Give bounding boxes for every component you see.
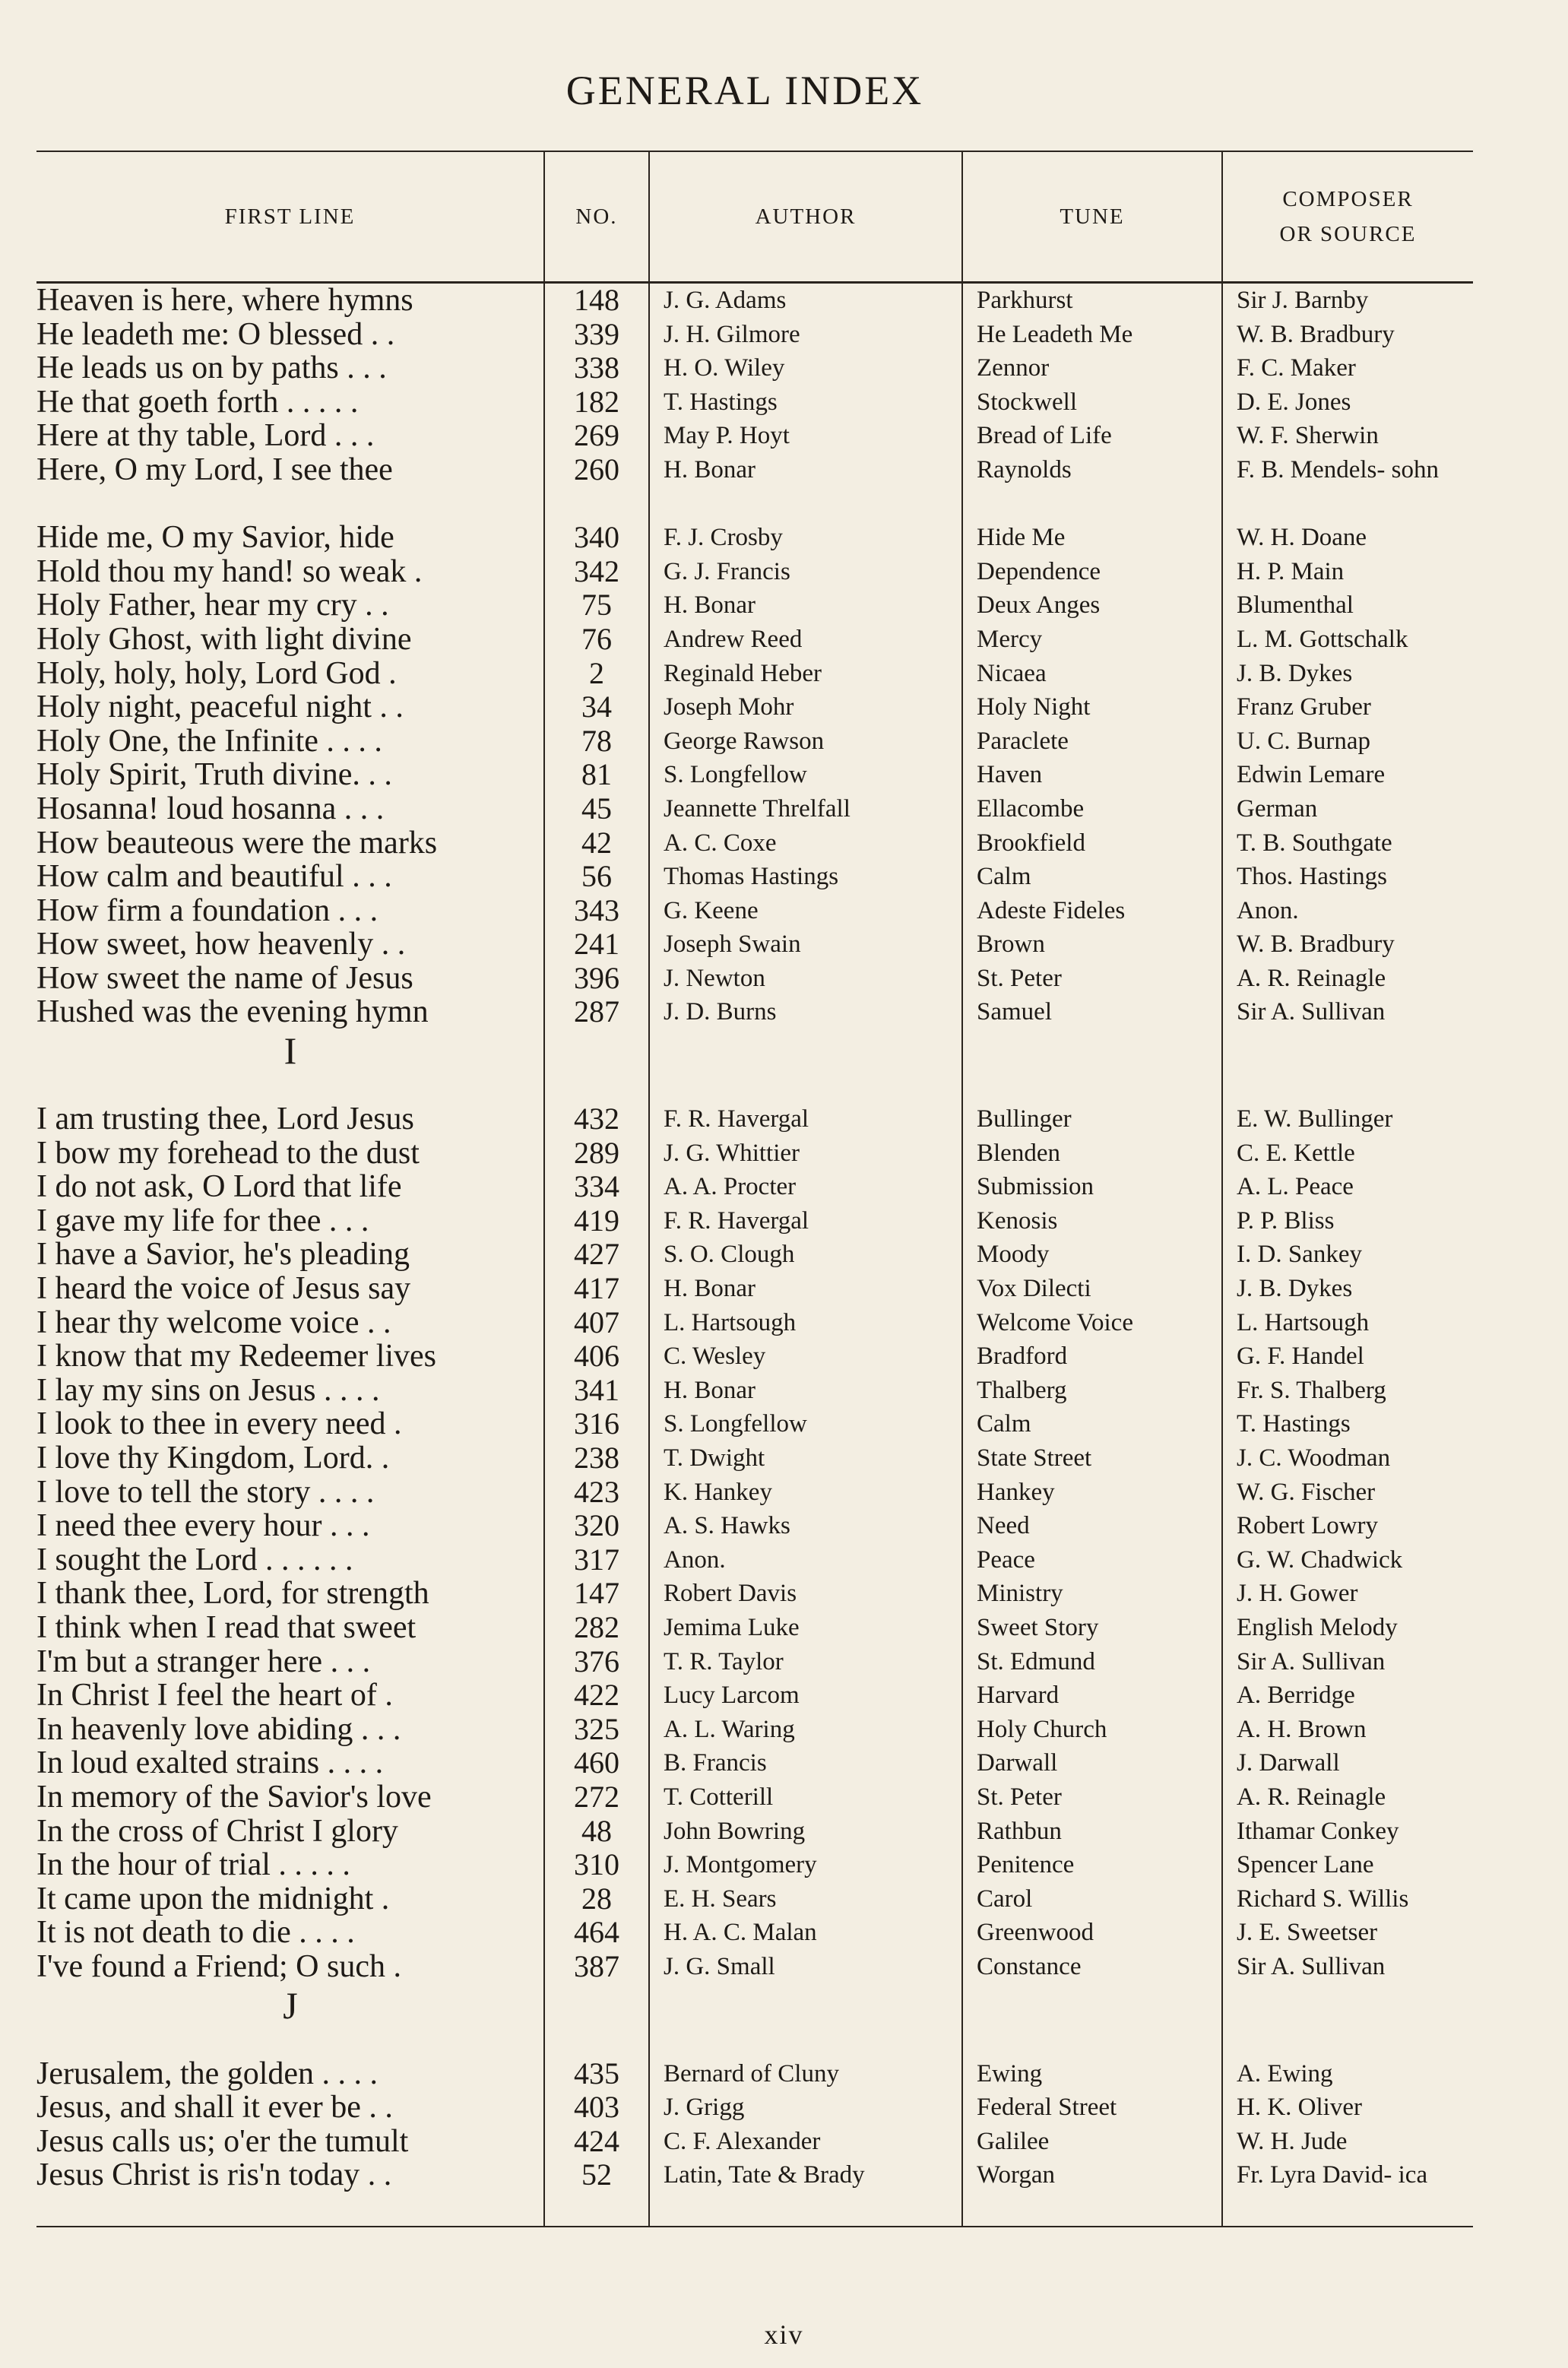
first-line: Holy Ghost, with light divine xyxy=(36,622,412,657)
composer-name: I. D. Sankey xyxy=(1237,1241,1362,1269)
author-name: J. G. Small xyxy=(664,1952,775,1980)
composer-name: Robert Lowry xyxy=(1237,1512,1379,1540)
header-author: AUTHOR xyxy=(649,151,962,283)
author-name: C. F. Alexander xyxy=(664,2127,821,2155)
hymn-number: 376 xyxy=(574,1644,619,1679)
tune-name: Welcome Voice xyxy=(977,1308,1133,1336)
hymn-number: 407 xyxy=(574,1305,619,1339)
hymn-number: 310 xyxy=(574,1848,619,1882)
tune-column xyxy=(962,2057,1222,2227)
first-line: It came upon the midnight . xyxy=(36,1881,390,1916)
author-name: B. Francis xyxy=(664,1749,767,1777)
first-line: I heard the voice of Jesus say xyxy=(36,1272,411,1306)
author-name: T. Dwight xyxy=(664,1444,765,1472)
hymn-number: 343 xyxy=(574,893,619,927)
tune-name: St. Peter xyxy=(977,1783,1062,1811)
composer-name: English Melody xyxy=(1237,1613,1398,1641)
first-line: In heavenly love abiding . . . xyxy=(36,1712,401,1747)
author-name: L. Hartsough xyxy=(664,1308,797,1336)
tune-name: Federal Street xyxy=(977,2094,1117,2122)
author-name: E. H. Sears xyxy=(664,1885,777,1913)
author-name: F. R. Havergal xyxy=(664,1206,809,1235)
first-line: Jesus calls us; o'er the tumult xyxy=(36,2124,409,2159)
author-name: F. J. Crosby xyxy=(664,524,783,552)
author-name: J. H. Gilmore xyxy=(664,320,800,348)
first-line: In loud exalted strains . . . . xyxy=(36,1746,384,1780)
first-line-column xyxy=(36,1102,544,1983)
section-letter-cell xyxy=(36,1029,544,1102)
author-name: T. Cotterill xyxy=(664,1783,774,1811)
tune-name: Samuel xyxy=(977,998,1052,1026)
hymn-number: 341 xyxy=(574,1373,619,1407)
tune-name: Calm xyxy=(977,863,1031,891)
tune-name: Raynolds xyxy=(977,455,1072,483)
author-name: George Rawson xyxy=(664,727,825,755)
hymn-number: 432 xyxy=(574,1102,619,1136)
first-line: Holy, holy, holy, Lord God . xyxy=(36,656,397,691)
first-line: In Christ I feel the heart of . xyxy=(36,1679,393,1713)
author-name: F. R. Havergal xyxy=(664,1105,809,1133)
tune-name: Zennor xyxy=(977,354,1050,382)
composer-name: Blumenthal xyxy=(1237,591,1354,620)
first-line: I love thy Kingdom, Lord. . xyxy=(36,1441,390,1476)
composer-name: C. E. Kettle xyxy=(1237,1139,1355,1167)
composer-name: J. E. Sweetser xyxy=(1237,1919,1378,1947)
composer-name: D. E. Jones xyxy=(1237,388,1351,416)
author-name: May P. Hoyt xyxy=(664,422,790,450)
composer-name: A. H. Brown xyxy=(1237,1715,1367,1743)
hymn-number: 339 xyxy=(574,317,619,351)
first-line: I bow my forehead to the dust xyxy=(36,1136,420,1171)
hymn-number: 182 xyxy=(574,385,619,419)
page-number: xiv xyxy=(764,2319,804,2350)
hymn-number: 289 xyxy=(574,1136,619,1170)
hymn-number: 338 xyxy=(574,351,619,385)
first-line: How sweet, how heavenly . . xyxy=(36,927,406,962)
tune-name: Hankey xyxy=(977,1478,1055,1506)
composer-name: Edwin Lemare xyxy=(1237,761,1386,789)
first-line: I need thee every hour . . . xyxy=(36,1509,370,1543)
hymn-number: 320 xyxy=(574,1509,619,1543)
first-line: Jesus, and shall it ever be . . xyxy=(36,2091,393,2125)
header-first-line: FIRST LINE xyxy=(36,151,544,283)
composer-name: Sir J. Barnby xyxy=(1237,287,1369,314)
composer-name: Spencer Lane xyxy=(1237,1851,1374,1879)
composer-name: J. Darwall xyxy=(1237,1749,1340,1777)
tune-name: Nicaea xyxy=(977,659,1047,687)
first-line: Hushed was the evening hymn xyxy=(36,995,429,1030)
tune-name: Submission xyxy=(977,1173,1094,1201)
first-line: I'm but a stranger here . . . xyxy=(36,1644,371,1679)
tune-name: Calm xyxy=(977,1410,1031,1438)
first-line: In memory of the Savior's love xyxy=(36,1780,432,1815)
first-line: Holy night, peaceful night . . xyxy=(36,690,404,724)
hymn-number: 424 xyxy=(574,2124,619,2158)
tune-name: Ewing xyxy=(977,2059,1043,2087)
composer-name: J. H. Gower xyxy=(1237,1580,1358,1608)
composer-name: H. K. Oliver xyxy=(1237,2094,1362,2122)
author-name: Reginald Heber xyxy=(664,659,822,687)
header-composer-line1: COMPOSER xyxy=(1282,187,1414,211)
hymn-number: 282 xyxy=(574,1610,619,1644)
tune-name: St. Edmund xyxy=(977,1647,1095,1675)
author-name: H. O. Wiley xyxy=(664,354,785,382)
number-column xyxy=(544,1102,649,1983)
composer-name: German xyxy=(1237,794,1318,823)
tune-name: Brookfield xyxy=(977,829,1085,857)
tune-name: Rathbun xyxy=(977,1817,1062,1845)
tune-column xyxy=(962,1102,1222,1983)
composer-name: Thos. Hastings xyxy=(1237,863,1387,891)
page-title: GENERAL INDEX xyxy=(565,68,924,113)
tune-name: Stockwell xyxy=(977,388,1077,416)
tune-name: Blenden xyxy=(977,1139,1060,1167)
author-name: J. G. Adams xyxy=(664,287,787,314)
author-name: H. A. C. Malan xyxy=(664,1919,817,1947)
hymn-number: 419 xyxy=(574,1203,619,1238)
tune-name: Deux Anges xyxy=(977,591,1101,620)
author-name: T. Hastings xyxy=(664,388,778,416)
first-line: Heaven is here, where hymns xyxy=(36,284,413,318)
first-line: Here, O my Lord, I see thee xyxy=(36,452,393,487)
first-line: I know that my Redeemer lives xyxy=(36,1339,437,1374)
tune-name: Peace xyxy=(977,1545,1035,1574)
tune-name: Parkhurst xyxy=(977,287,1073,314)
hymn-number: 396 xyxy=(574,961,619,995)
tune-name: Carol xyxy=(977,1885,1033,1913)
composer-name: L. Hartsough xyxy=(1237,1308,1370,1336)
number-column xyxy=(544,283,649,1030)
tune-name: Bread of Life xyxy=(977,422,1112,450)
first-line: Holy One, the Infinite . . . . xyxy=(36,724,382,759)
tune-name: Galilee xyxy=(977,2127,1050,2155)
tune-name: Holy Night xyxy=(977,693,1091,721)
section-spacer-cell xyxy=(962,1984,1222,2057)
header-number: NO. xyxy=(544,151,649,283)
composer-name: W. F. Sherwin xyxy=(1237,422,1379,450)
tune-name: Adeste Fideles xyxy=(977,896,1126,924)
hymn-number: 147 xyxy=(574,1577,619,1611)
first-line: Holy Father, hear my cry . . xyxy=(36,588,389,623)
tune-name: Paraclete xyxy=(977,727,1069,755)
author-name: C. Wesley xyxy=(664,1343,766,1371)
composer-name: W. H. Jude xyxy=(1237,2127,1348,2155)
first-line: How sweet the name of Jesus xyxy=(36,961,413,996)
author-name: H. Bonar xyxy=(664,1376,755,1404)
number-column xyxy=(544,2057,649,2227)
tune-name: Kenosis xyxy=(977,1206,1058,1235)
section-spacer-cell xyxy=(544,1029,649,1102)
author-name: S. Longfellow xyxy=(664,1410,807,1438)
author-name: G. Keene xyxy=(664,896,759,924)
first-line: I love to tell the story . . . . xyxy=(36,1475,375,1510)
hymn-number: 45 xyxy=(581,791,612,826)
first-line: I look to thee in every need . xyxy=(36,1407,402,1441)
author-name: J. Grigg xyxy=(664,2094,745,2122)
composer-name: Fr. Lyra David- ica xyxy=(1237,2161,1428,2189)
first-line: I do not ask, O Lord that life xyxy=(36,1170,402,1204)
tune-name: Greenwood xyxy=(977,1919,1094,1947)
composer-name: U. C. Burnap xyxy=(1237,727,1370,755)
hymn-number: 78 xyxy=(581,724,612,758)
tune-name: Darwall xyxy=(977,1749,1058,1777)
index-section xyxy=(36,1102,1473,1983)
first-line: Jesus Christ is ris'n today . . xyxy=(36,2158,392,2193)
hymn-number: 269 xyxy=(574,419,619,453)
author-name: A. A. Procter xyxy=(664,1173,797,1201)
composer-name: E. W. Bullinger xyxy=(1237,1105,1393,1133)
author-name: Jeannette Threlfall xyxy=(664,794,851,823)
first-line: He leads us on by paths . . . xyxy=(36,351,387,385)
composer-name: W. B. Bradbury xyxy=(1237,930,1395,959)
tune-name: Hide Me xyxy=(977,524,1066,552)
composer-name: W. H. Doane xyxy=(1237,524,1367,552)
author-name: A. S. Hawks xyxy=(664,1512,790,1540)
first-line: How calm and beautiful . . . xyxy=(36,860,392,894)
hymn-number: 238 xyxy=(574,1441,619,1475)
author-name: A. L. Waring xyxy=(664,1715,795,1743)
composer-name: Fr. S. Thalberg xyxy=(1237,1376,1386,1404)
hymn-number: 417 xyxy=(574,1272,619,1306)
hymn-number: 427 xyxy=(574,1238,619,1272)
composer-column xyxy=(1222,2057,1473,2227)
first-line: Jerusalem, the golden . . . . xyxy=(36,2056,379,2091)
first-line: Hold thou my hand! so weak . xyxy=(36,554,423,589)
hymn-number: 316 xyxy=(574,1407,619,1441)
first-line: In the hour of trial . . . . . xyxy=(36,1848,350,1882)
author-name: Robert Davis xyxy=(664,1580,797,1608)
author-name: Jemima Luke xyxy=(664,1613,800,1641)
author-name: J. Montgomery xyxy=(664,1851,817,1879)
tune-name: Bullinger xyxy=(977,1105,1072,1133)
tune-name: Harvard xyxy=(977,1682,1060,1710)
tune-name: Moody xyxy=(977,1241,1050,1269)
first-line: I sought the Lord . . . . . . xyxy=(36,1542,353,1577)
composer-name: W. G. Fischer xyxy=(1237,1478,1376,1506)
first-line: He that goeth forth . . . . . xyxy=(36,385,359,420)
hymn-number: 148 xyxy=(574,284,619,317)
hymn-number: 423 xyxy=(574,1475,619,1509)
composer-name: H. P. Main xyxy=(1237,557,1345,585)
index-section xyxy=(36,283,1473,1030)
first-line: I lay my sins on Jesus . . . . xyxy=(36,1373,380,1408)
hymn-number: 48 xyxy=(581,1814,612,1848)
hymn-number: 317 xyxy=(574,1542,619,1577)
tune-name: He Leadeth Me xyxy=(977,320,1133,348)
tune-name: State Street xyxy=(977,1444,1092,1472)
author-name: H. Bonar xyxy=(664,1275,755,1303)
first-line: I have a Savior, he's pleading xyxy=(36,1238,410,1273)
first-line-column xyxy=(36,283,544,1030)
hymn-number: 34 xyxy=(581,690,612,724)
hymn-number: 464 xyxy=(574,1916,619,1950)
tune-name: Ellacombe xyxy=(977,794,1085,823)
first-line: It is not death to die . . . . xyxy=(36,1916,355,1950)
composer-name: F. B. Mendels- sohn xyxy=(1237,455,1439,483)
author-column xyxy=(649,2057,962,2227)
author-name: John Bowring xyxy=(664,1817,806,1845)
hymn-number: 334 xyxy=(574,1170,619,1204)
author-name: H. Bonar xyxy=(664,591,755,620)
header-composer-line2: OR SOURCE xyxy=(1279,222,1417,246)
hymn-number: 460 xyxy=(574,1746,619,1780)
section-spacer-cell xyxy=(1222,1984,1473,2057)
first-line: I thank thee, Lord, for strength xyxy=(36,1577,429,1611)
composer-column xyxy=(1222,283,1473,1030)
composer-name: A. L. Peace xyxy=(1237,1173,1354,1201)
composer-name: T. B. Southgate xyxy=(1237,829,1392,857)
first-line: How beauteous were the marks xyxy=(36,826,438,861)
author-name: Latin, Tate & Brady xyxy=(664,2161,865,2189)
section-spacer-cell xyxy=(649,1029,962,1102)
hymn-number: 42 xyxy=(581,826,612,860)
first-line: Hosanna! loud hosanna . . . xyxy=(36,791,385,826)
section-spacer-cell xyxy=(544,1984,649,2057)
tune-name: Worgan xyxy=(977,2161,1056,2189)
author-name: S. O. Clough xyxy=(664,1241,795,1269)
general-index-table xyxy=(36,151,1473,2227)
author-name: Joseph Swain xyxy=(664,930,801,959)
tune-name: Bradford xyxy=(977,1343,1068,1371)
first-line: Here at thy table, Lord . . . xyxy=(36,419,375,453)
composer-name: P. P. Bliss xyxy=(1237,1206,1335,1235)
tune-name: Dependence xyxy=(977,557,1101,585)
first-line: Holy Spirit, Truth divine. . . xyxy=(36,758,392,792)
header-tune: TUNE xyxy=(962,151,1222,283)
author-name: Joseph Mohr xyxy=(664,693,794,721)
table-header xyxy=(36,151,1473,283)
composer-name: G. F. Handel xyxy=(1237,1343,1364,1371)
section-spacer-cell xyxy=(1222,1029,1473,1102)
hymn-number: 56 xyxy=(581,860,612,894)
tune-name: Thalberg xyxy=(977,1376,1067,1404)
author-name: T. R. Taylor xyxy=(664,1647,784,1675)
author-name: J. G. Whittier xyxy=(664,1139,800,1167)
tune-name: Need xyxy=(977,1512,1030,1540)
hymn-number: 435 xyxy=(574,2056,619,2091)
hymn-number: 325 xyxy=(574,1712,619,1746)
author-column xyxy=(649,1102,962,1983)
first-line: I hear thy welcome voice . . xyxy=(36,1305,391,1340)
composer-name: A. R. Reinagle xyxy=(1237,964,1386,992)
tune-name: Mercy xyxy=(977,625,1043,653)
hymn-number: 342 xyxy=(574,554,619,588)
hymn-number: 28 xyxy=(581,1881,612,1916)
composer-name: J. C. Woodman xyxy=(1237,1444,1391,1472)
hymn-number: 403 xyxy=(574,2091,619,2125)
composer-name: L. M. Gottschalk xyxy=(1237,625,1408,653)
hymn-number: 241 xyxy=(574,927,619,962)
tune-name: Constance xyxy=(977,1952,1082,1980)
tune-name: Brown xyxy=(977,930,1045,959)
composer-name: A. Ewing xyxy=(1237,2059,1333,2087)
tune-name: Haven xyxy=(977,761,1043,789)
author-name: J. D. Burns xyxy=(664,998,777,1026)
composer-name: Ithamar Conkey xyxy=(1237,1817,1399,1845)
author-name: Andrew Reed xyxy=(664,625,803,653)
section-letter-row xyxy=(36,1029,1473,1102)
table-body xyxy=(36,283,1473,2227)
author-name: H. Bonar xyxy=(664,455,755,483)
tune-name: Penitence xyxy=(977,1851,1075,1879)
hymn-number: 81 xyxy=(581,758,612,792)
composer-name: J. B. Dykes xyxy=(1237,1275,1353,1303)
composer-name: Franz Gruber xyxy=(1237,693,1371,721)
first-line: I gave my life for thee . . . xyxy=(36,1203,369,1238)
author-name: J. Newton xyxy=(664,964,765,992)
tune-name: Ministry xyxy=(977,1580,1063,1608)
tune-name: Vox Dilecti xyxy=(977,1275,1091,1303)
composer-name: G. W. Chadwick xyxy=(1237,1545,1403,1574)
composer-name: J. B. Dykes xyxy=(1237,659,1353,687)
author-name: K. Hankey xyxy=(664,1478,772,1506)
hymn-number: 52 xyxy=(581,2158,612,2192)
first-line: In the cross of Christ I glory xyxy=(36,1814,398,1849)
first-line: I've found a Friend; O such . xyxy=(36,1949,401,1984)
first-line: I am trusting thee, Lord Jesus xyxy=(36,1102,414,1136)
composer-name: Anon. xyxy=(1237,896,1299,924)
tune-column xyxy=(962,283,1222,1030)
tune-name: St. Peter xyxy=(977,964,1062,992)
composer-name: Sir A. Sullivan xyxy=(1237,1647,1386,1675)
author-name: A. C. Coxe xyxy=(664,829,777,857)
tune-name: Holy Church xyxy=(977,1715,1107,1743)
author-name: Anon. xyxy=(664,1545,726,1574)
hymn-number: 76 xyxy=(581,622,612,656)
author-name: Lucy Larcom xyxy=(664,1682,800,1710)
first-line-column xyxy=(36,2057,544,2227)
hymn-number: 272 xyxy=(574,1780,619,1814)
hymn-number: 287 xyxy=(574,995,619,1029)
index-section xyxy=(36,2057,1473,2227)
section-letter: J xyxy=(283,1983,298,2027)
composer-name: A. R. Reinagle xyxy=(1237,1783,1386,1811)
section-letter-row xyxy=(36,1984,1473,2057)
author-name: Thomas Hastings xyxy=(664,863,839,891)
header-composer xyxy=(1222,151,1473,283)
first-line: Hide me, O my Savior, hide xyxy=(36,521,394,555)
hymn-number: 260 xyxy=(574,452,619,487)
author-column xyxy=(649,283,962,1030)
composer-name: A. Berridge xyxy=(1237,1682,1355,1710)
first-line: He leadeth me: O blessed . . xyxy=(36,317,395,352)
composer-name: F. C. Maker xyxy=(1237,354,1356,382)
composer-name: Sir A. Sullivan xyxy=(1237,1952,1386,1980)
section-spacer-cell xyxy=(962,1029,1222,1102)
composer-column xyxy=(1222,1102,1473,1983)
author-name: G. J. Francis xyxy=(664,557,790,585)
author-name: Bernard of Cluny xyxy=(664,2059,839,2087)
composer-name: W. B. Bradbury xyxy=(1237,320,1395,348)
section-letter: I xyxy=(284,1029,297,1073)
composer-name: Sir A. Sullivan xyxy=(1237,998,1386,1026)
author-name: S. Longfellow xyxy=(664,761,807,789)
section-letter-cell xyxy=(36,1984,544,2057)
hymn-number: 422 xyxy=(574,1679,619,1713)
composer-name: Richard S. Willis xyxy=(1237,1885,1409,1913)
hymn-number: 340 xyxy=(574,521,619,555)
composer-name: T. Hastings xyxy=(1237,1410,1351,1438)
section-spacer-cell xyxy=(649,1984,962,2057)
tune-name: Sweet Story xyxy=(977,1613,1099,1641)
hymn-number: 75 xyxy=(581,588,612,623)
hymn-number: 406 xyxy=(574,1339,619,1374)
first-line: I think when I read that sweet xyxy=(36,1610,417,1645)
hymn-number: 2 xyxy=(589,656,604,690)
first-line: How firm a foundation . . . xyxy=(36,893,379,928)
hymn-number: 387 xyxy=(574,1949,619,1983)
